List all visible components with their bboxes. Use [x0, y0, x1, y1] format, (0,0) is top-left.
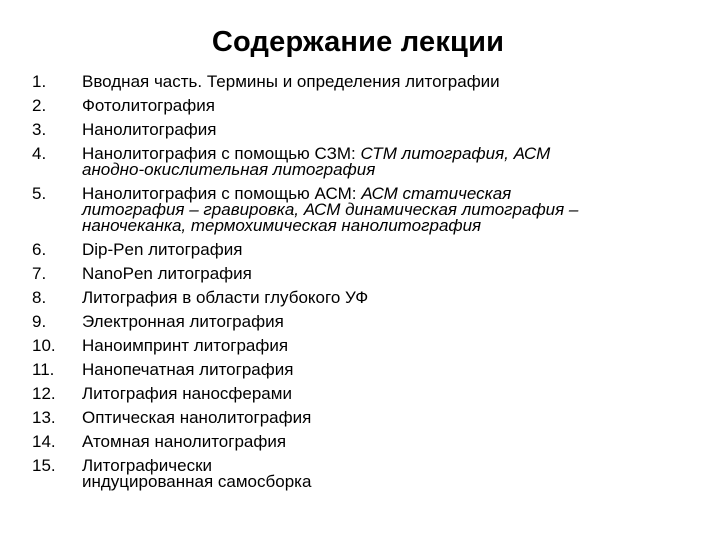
- item-line: Нанопечатная литография: [82, 360, 294, 379]
- item-line: анодно-окислительная литография: [82, 160, 376, 179]
- item-line: Dip-Pen литография: [82, 240, 243, 259]
- item-number: 2.: [32, 96, 47, 115]
- list-item: [32, 266, 692, 282]
- item-number: 3.: [32, 120, 47, 139]
- item-text: [82, 98, 692, 114]
- item-line: индуцированная самосборка: [82, 472, 312, 491]
- list-item: [32, 146, 692, 178]
- item-line: Литография наносферами: [82, 384, 292, 403]
- item-number: 14.: [32, 432, 56, 451]
- list-item: [32, 410, 692, 426]
- list-item: [32, 458, 692, 490]
- item-number: 15.: [32, 456, 56, 475]
- item-line: Нанолитография с помощью АСМ: АСМ статическая: [82, 184, 512, 203]
- item-number: 12.: [32, 384, 56, 403]
- item-line: литография – гравировка, АСМ динамическая литография –: [82, 200, 579, 219]
- item-number: 11.: [32, 360, 55, 379]
- item-line: Фотолитография: [82, 96, 215, 115]
- item-text: [82, 338, 692, 354]
- item-number: 8.: [32, 288, 47, 307]
- contents-list: [32, 74, 692, 498]
- item-text: [82, 386, 692, 402]
- item-text: [82, 242, 692, 258]
- list-item: [32, 434, 692, 450]
- item-number: 1.: [32, 72, 47, 91]
- item-number: 6.: [32, 240, 47, 259]
- item-text: [82, 74, 692, 90]
- list-item: [32, 386, 692, 402]
- item-line: Оптическая нанолитография: [82, 408, 312, 427]
- item-number: 13.: [32, 408, 56, 427]
- item-line: Наноимпринт литография: [82, 336, 289, 355]
- item-number: 5.: [32, 184, 47, 203]
- item-text: [82, 410, 692, 426]
- list-item: [32, 74, 692, 90]
- item-line: Вводная часть. Термины и определения литографии: [82, 72, 500, 91]
- list-item: [32, 362, 692, 378]
- list-item: [32, 314, 692, 330]
- item-text: [82, 290, 692, 306]
- item-text: [82, 362, 692, 378]
- slide-title: Содержание лекции: [211, 26, 505, 58]
- list-item: [32, 242, 692, 258]
- item-line: Электронная литография: [82, 312, 284, 331]
- item-line: Литографически: [82, 456, 213, 475]
- list-item: [32, 186, 692, 234]
- list-item: [32, 290, 692, 306]
- item-line: Атомная нанолитография: [82, 432, 287, 451]
- item-number: 10.: [32, 336, 56, 355]
- list-item: [32, 122, 692, 138]
- item-line: Нанолитография с помощью СЗМ: СТМ литография, АСМ: [82, 144, 551, 163]
- item-text: [82, 146, 692, 178]
- item-line: NanoPen литография: [82, 264, 252, 283]
- item-text: [82, 434, 692, 450]
- item-text: [82, 458, 692, 490]
- item-number: 9.: [32, 312, 47, 331]
- item-text: [82, 266, 692, 282]
- list-item: [32, 98, 692, 114]
- list-item: [32, 338, 692, 354]
- item-text: [82, 122, 692, 138]
- item-line: наночеканка, термохимическая нанолитография: [82, 216, 482, 235]
- item-line: Литография в области глубокого УФ: [82, 288, 369, 307]
- item-number: 4.: [32, 144, 47, 163]
- item-line: Нанолитография: [82, 120, 217, 139]
- item-text: [82, 186, 692, 234]
- item-number: 7.: [32, 264, 47, 283]
- item-text: [82, 314, 692, 330]
